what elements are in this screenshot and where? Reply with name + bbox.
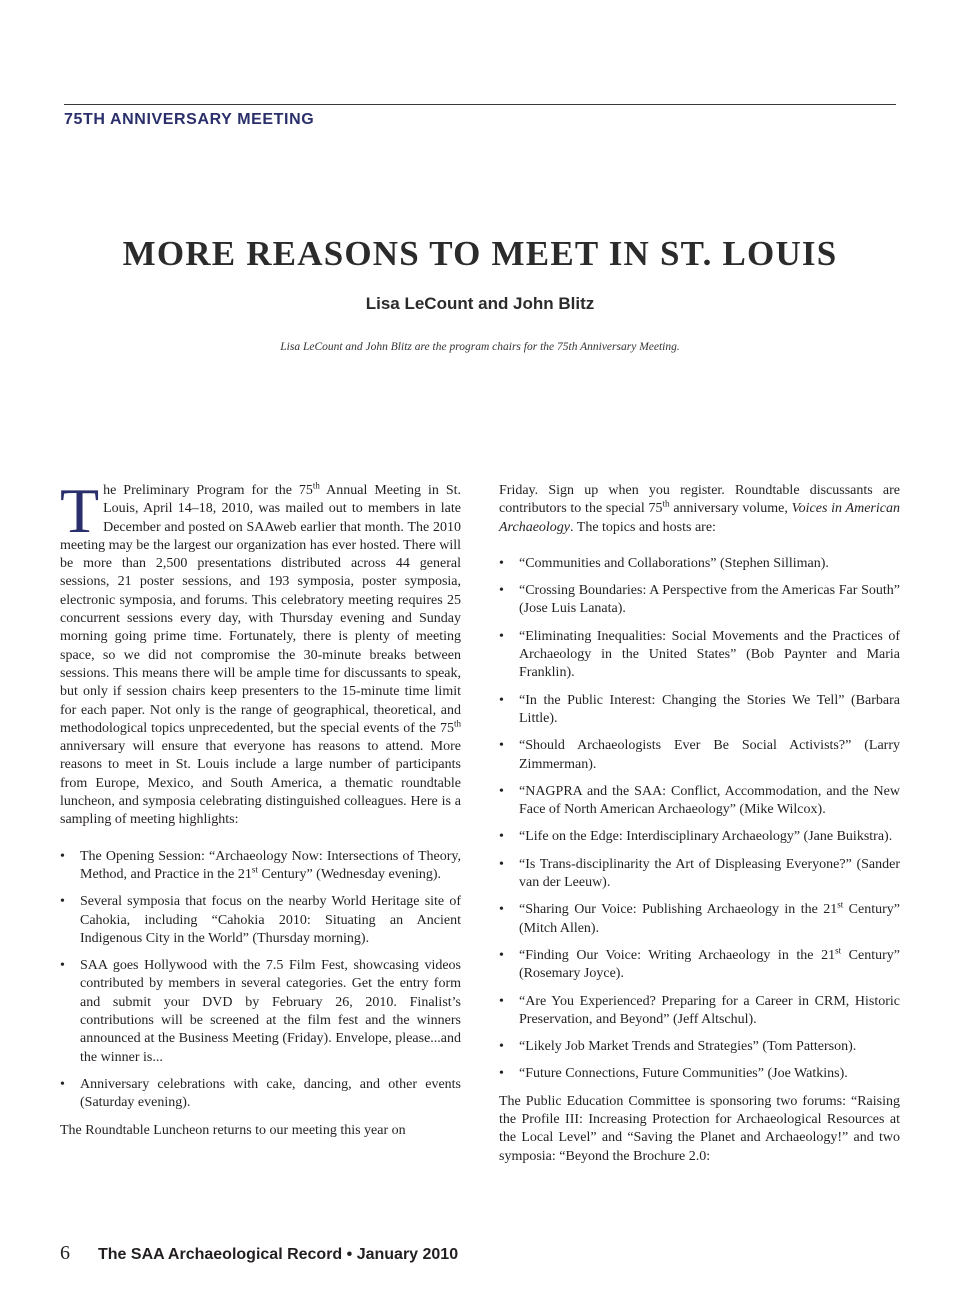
list-item: • “Communities and Collaborations” (Stephen Silliman). (499, 555, 900, 573)
list-item: • “NAGPRA and the SAA: Conflict, Accommodation, and the New Face of North American Archaeology” (Mike Wilcox). (499, 783, 900, 820)
section-label: 75TH ANNIVERSARY MEETING (64, 111, 315, 128)
list-item: • “Future Connections, Future Communities” (Joe Watkins). (499, 1065, 900, 1083)
list-item: • “Sharing Our Voice: Publishing Archaeology in the 21st Century” (Mitch Allen). (499, 901, 900, 938)
header-rule (64, 104, 896, 105)
drop-cap: T (60, 475, 100, 546)
list-item: • “In the Public Interest: Changing the Stories We Tell” (Barbara Little). (499, 692, 900, 729)
right-column (499, 482, 900, 1166)
page-footer (60, 1242, 458, 1265)
list-item: • “Are You Experienced? Preparing for a Career in CRM, Historic Preservation, and Beyond” (Jeff Altschul). (499, 993, 900, 1030)
list-item: • “Crossing Boundaries: A Perspective from the Americas Far South” (Jose Luis Lanata). (499, 582, 900, 619)
list-item: • SAA goes Hollywood with the 7.5 Film Fest, showcasing videos contributed by members in several categories. Get the entry form and submit your DVD by February 26, 2010. Finalist’s contributions will be screened at the film fest and the winners announced at the Business Meeting (Friday). Envelope, please...and the winner is... (60, 957, 461, 1067)
book-title: Voices in American Archaeology (499, 501, 900, 535)
closing-paragraph-right: The Public Education Committee is sponsoring two forums: “Raising the Profile III: Increasing Protection for Archaeological Resources at the Local Level” and “Saving the Planet and Archaeology!” and two symposia: “Beyond the Brochure 2.0: (499, 1093, 900, 1164)
left-column (60, 475, 461, 1140)
list-item: • “Is Trans-disciplinarity the Art of Displeasing Everyone?” (Sander van der Leeuw). (499, 856, 900, 893)
highlights-list (60, 848, 461, 1113)
list-item: • The Opening Session: “Archaeology Now: Intersections of Theory, Method, and Practice in the 21st Century” (Wednesday evening). (60, 848, 461, 885)
list-item: • “Should Archaeologists Ever Be Social Activists?” (Larry Zimmerman). (499, 737, 900, 774)
author-byline: Lisa LeCount and John Blitz are the program chairs for the 75th Anniversary Meeting. (280, 341, 680, 353)
article-title: MORE REASONS TO MEET IN ST. LOUIS (122, 234, 838, 273)
article-authors: Lisa LeCount and John Blitz (365, 294, 595, 313)
list-item: • Several symposia that focus on the nearby World Heritage site of Cahokia, including “Cahokia 2010: Situating an Ancient Indigenous City in the World” (Thursday morning). (60, 893, 461, 948)
publication-info: The SAA Archaeological Record • January 2010 (98, 1246, 459, 1263)
list-item: • “Likely Job Market Trends and Strategies” (Tom Patterson). (499, 1038, 900, 1056)
intro-paragraph: The Preliminary Program for the 75th Annual Meeting in St. Louis, April 14–18, 2010, was mailed out to members in late December and posted on SAAweb earlier that month. The 2010 meeting may be the largest our organization has ever hosted. There will be more than 2,500 presentations distributed across 44 general sessions, 21 poster sessions, and 193 symposia, poster symposia, electronic symposia, and forums. This celebratory meeting requires 25 concurrent sessions every day, with Thursday evening and Sunday morning going prime time. Fortunately, there is plenty of meeting space, so we did not compromise the 30-minute breaks between sessions. This means there will be ample time for discussants to speak, but only if session chairs keep presenters to the 15-minute time limit for each paper. Not only is the range of geographical, theoretical, and methodological topics unprecedented, but the special events of the 75th anniversary will ensure that everyone has reasons to attend. More reasons to meet in St. Louis include a large number of participants from Europe, Mexico, and South America, a thematic roundtable luncheon, and symposia celebrating distinguished colleagues. Here is a sampling of meeting highlights: (60, 475, 461, 828)
page-number: 6 (60, 1242, 70, 1264)
closing-paragraph-left: The Roundtable Luncheon returns to our meeting this year on (60, 1122, 406, 1138)
list-item: • Anniversary celebrations with cake, dancing, and other events (Saturday evening). (60, 1076, 461, 1113)
list-item: • “Life on the Edge: Interdisciplinary Archaeology” (Jane Buikstra). (499, 828, 900, 846)
roundtable-topics-list (499, 555, 900, 1084)
roundtable-intro: Friday. Sign up when you register. Roundtable discussants are contributors to the special 75th anniversary volume, Voices in American Archaeology. The topics and hosts are: (499, 483, 900, 535)
list-item: • “Finding Our Voice: Writing Archaeology in the 21st Century” (Rosemary Joyce). (499, 947, 900, 984)
list-item: • “Eliminating Inequalities: Social Movements and the Practices of Archaeology in the United States” (Bob Paynter and Maria Franklin). (499, 628, 900, 683)
